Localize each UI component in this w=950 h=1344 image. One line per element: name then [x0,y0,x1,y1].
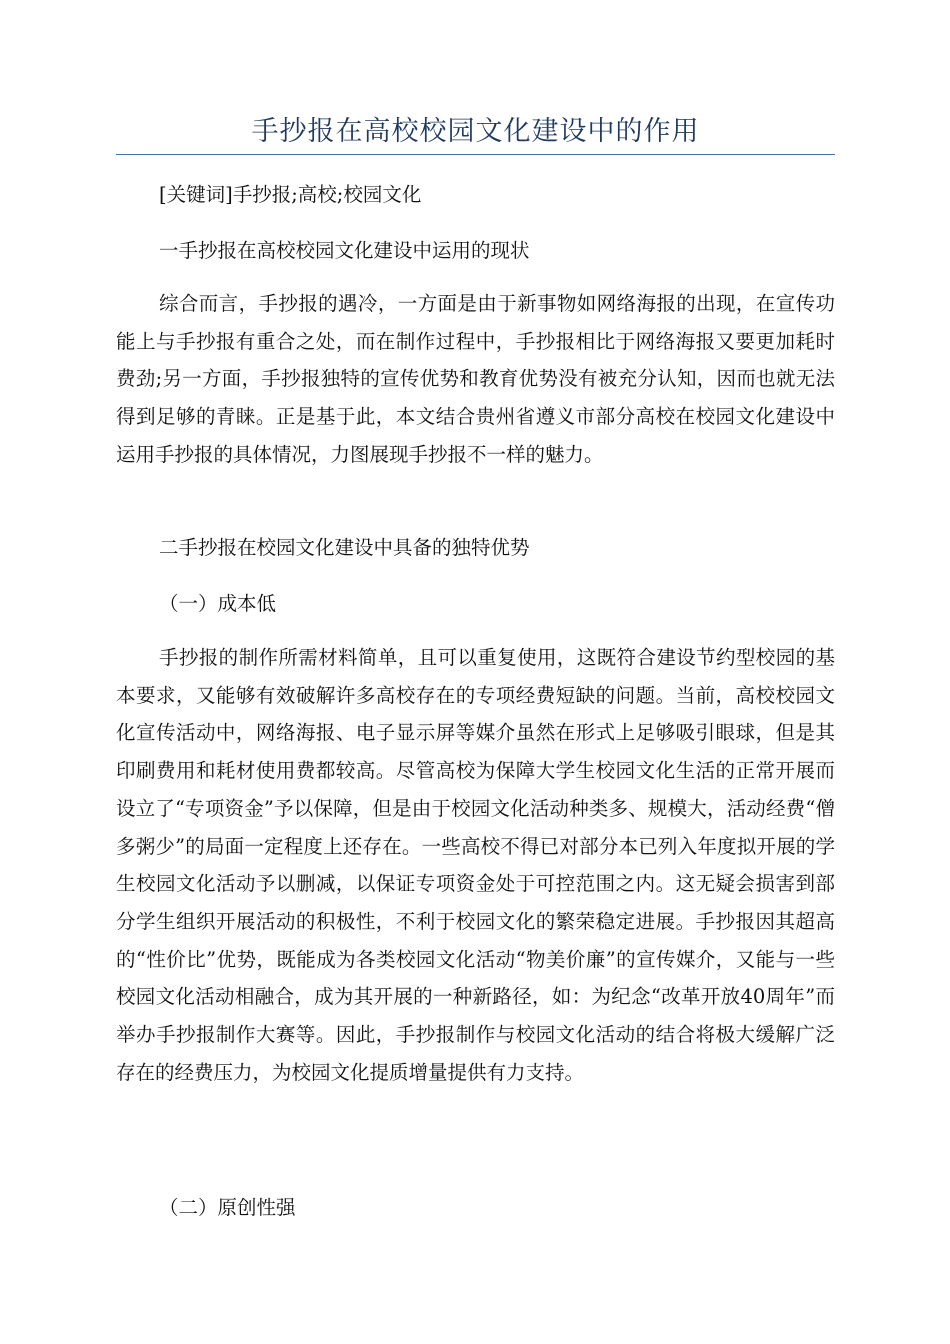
section-heading-2: 二手抄报在校园文化建设中具备的独特优势 [159,536,530,559]
subsection-heading-1: （一）成本低 [159,592,277,615]
title-divider [116,154,835,155]
paragraph-2: 手抄报的制作所需材料简单，且可以重复使用，这既符合建设节约型校园的基本要求，又能够有效破解许多高校存在的专项经费短缺的问题。当前，高校校园文化宣传活动中，网络海报、电子显示屏等媒介虽然在形式上足够吸引眼球，但是其印刷费用和耗材使用费都较高。尽管高校为保障大学生校园文化生活的正常开展而设立了“专项资金”予以保障，但是由于校园文化活动种类多、规模大，活动经费“僧多粥少”的局面一定程度上还存在。一些高校不得已对部分本已列入年度拟开展的学生校园文化活动予以删减，以保证专项资金处于可控范围之内。这无疑会损害到部分学生组织开展活动的积极性，不利于校园文化的繁荣稳定进展。手抄报因其超高的“性价比”优势，既能成为各类校园文化活动“物美价廉”的宣传媒介，又能与一些校园文化活动相融合，成为其开展的一种新路径，如：为纪念“改革开放40周年”而举办手抄报制作大赛等。因此，手抄报制作与校园文化活动的结合将极大缓解广泛存在的经费压力，为校园文化提质增量提供有力支持。 [116,646,835,1084]
section-heading-1: 一手抄报在高校校园文化建设中运用的现状 [159,239,530,262]
document-title: 手抄报在高校校园文化建设中的作用 [251,116,700,147]
keywords-line: [关键词]手抄报;高校;校园文化 [159,183,422,206]
paragraph-1: 综合而言，手抄报的遇冷，一方面是由于新事物如网络海报的出现，在宣传功能上与手抄报有重合之处，而在制作过程中，手抄报相比于网络海报又要更加耗时费劲;另一方面，手抄报独特的宣传优势和教育优势没有被充分认知，因而也就无法得到足够的青睐。正是基于此，本文结合贵州省遵义市部分高校在校园文化建设中运用手抄报的具体情况，力图展现手抄报不一样的魅力。 [116,292,835,466]
subsection-heading-2: （二）原创性强 [159,1196,296,1219]
